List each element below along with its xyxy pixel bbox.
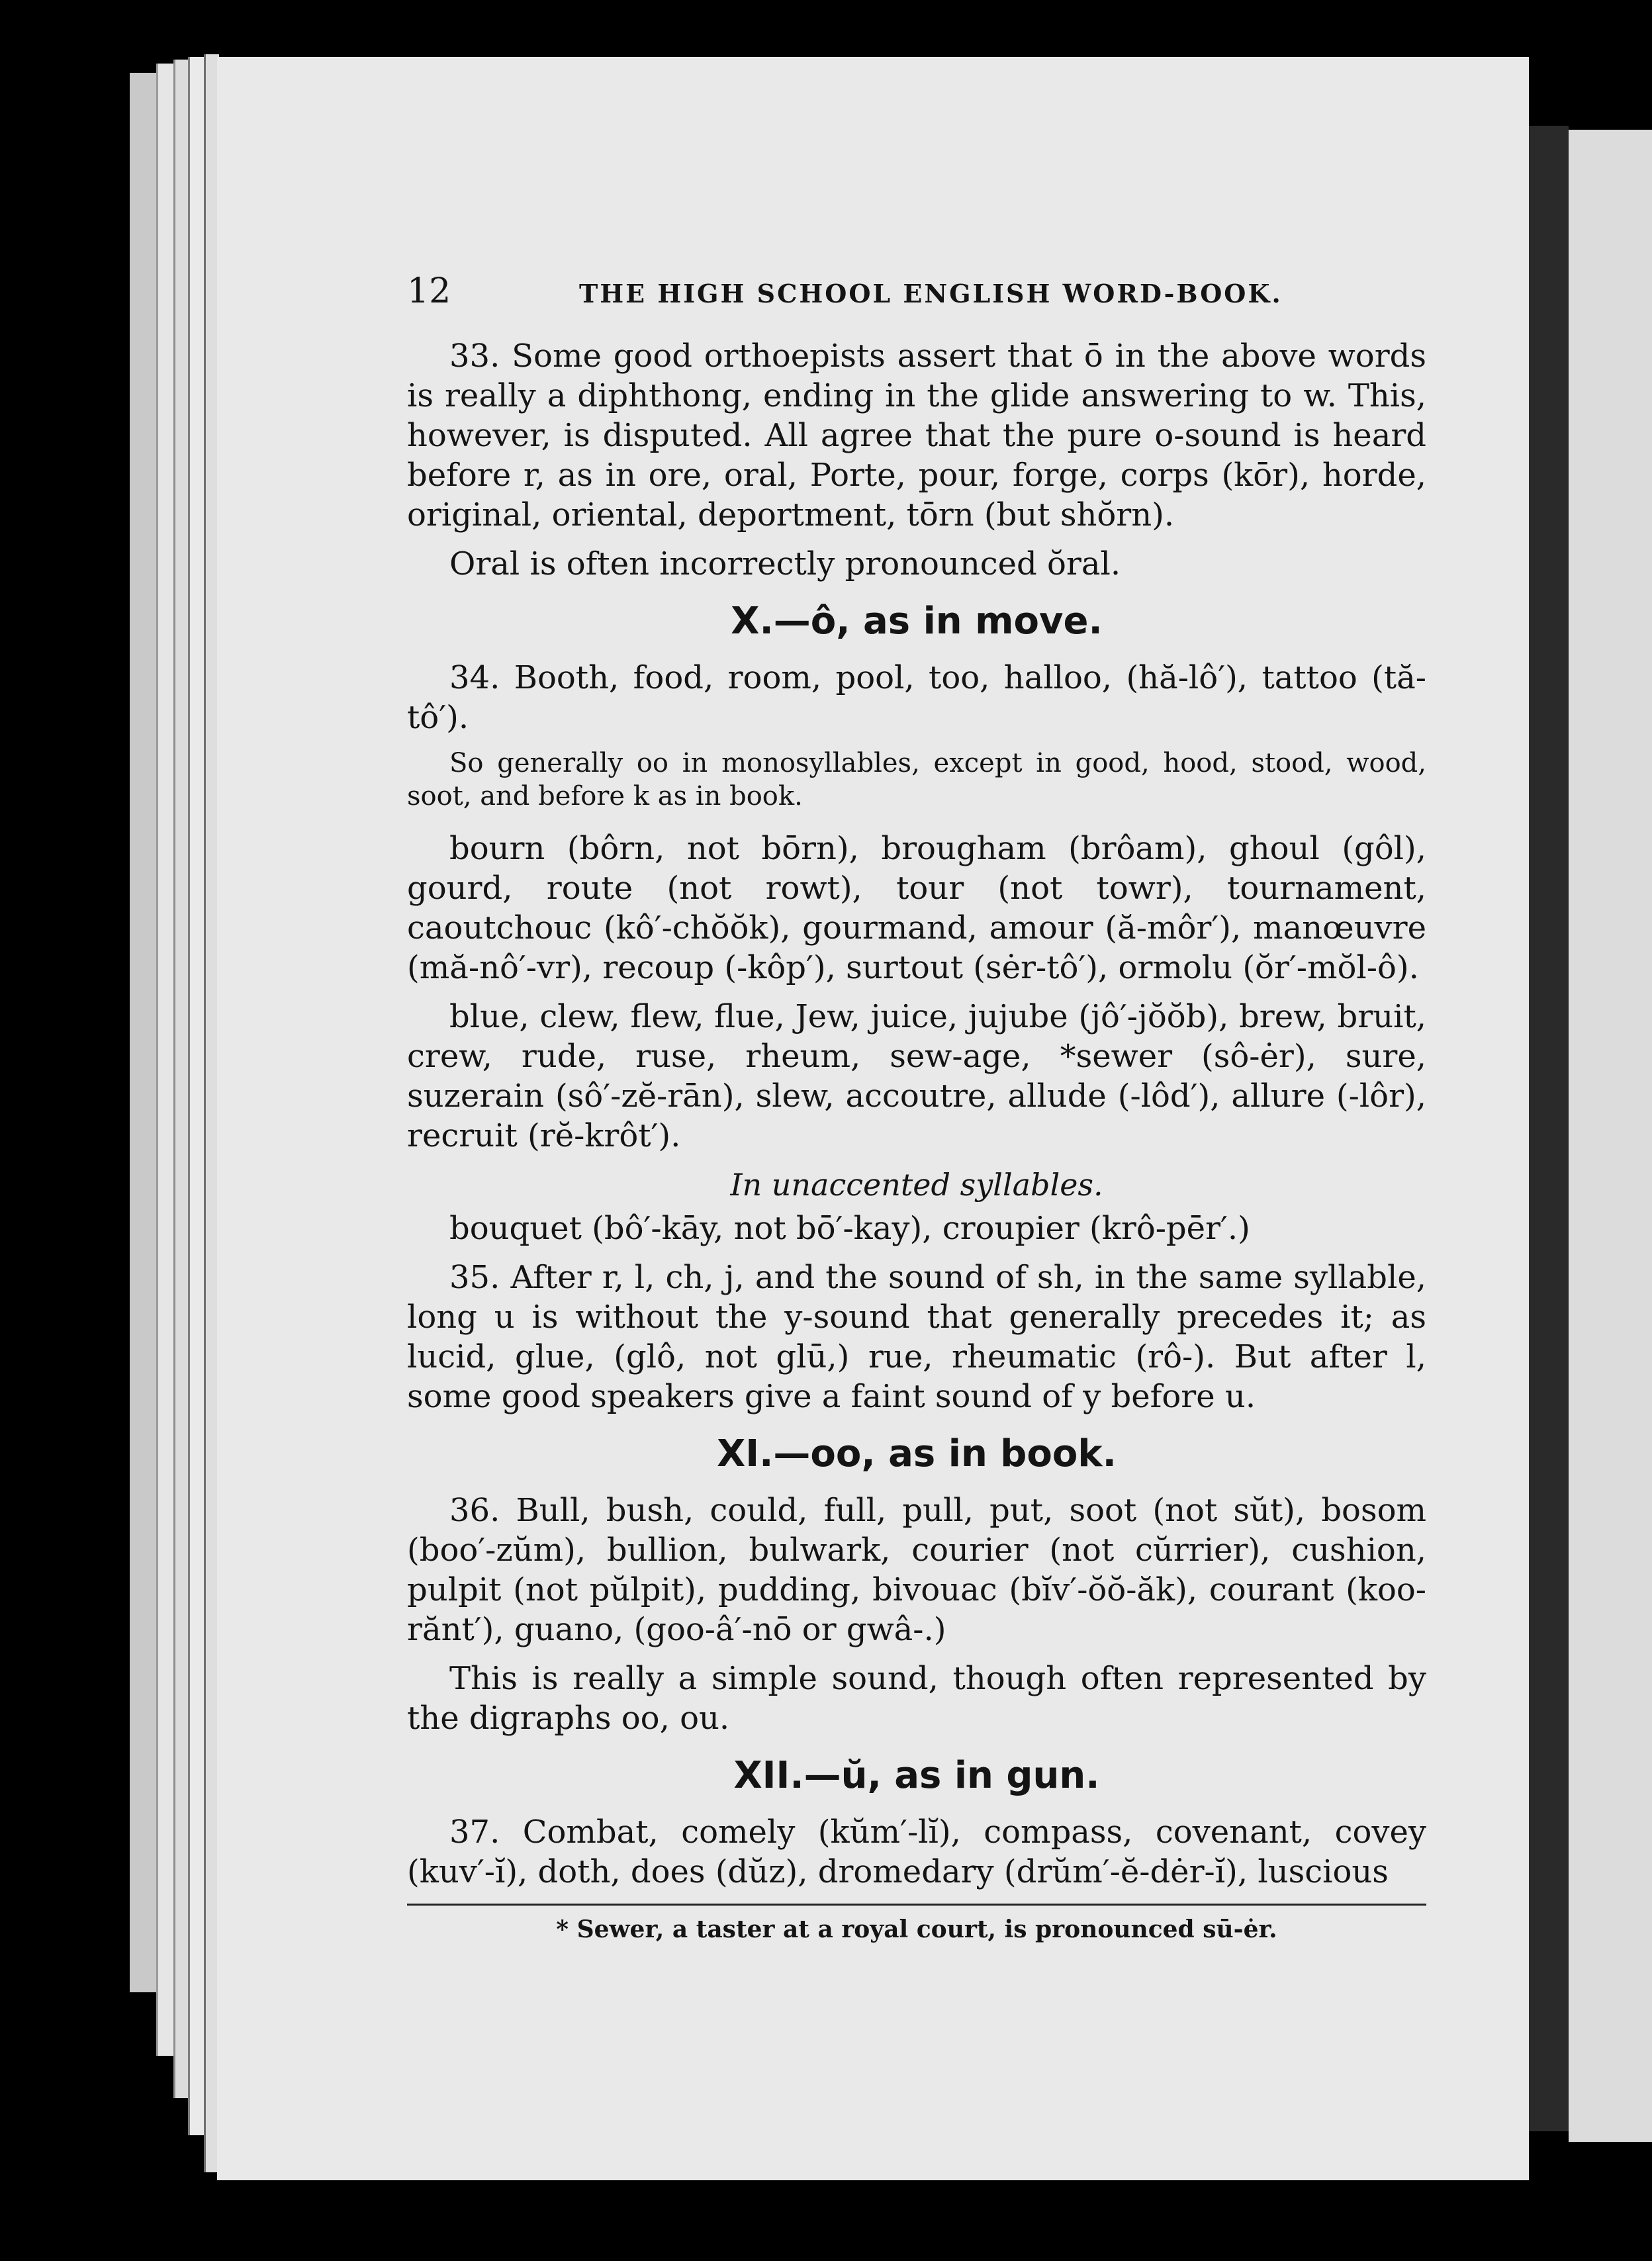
page-stack-edge <box>130 73 156 1992</box>
section-heading-xii: XII.—ŭ, as in gun. <box>733 1754 1100 1797</box>
paragraph-34-list-2: blue, clew, flew, flue, Jew, juice, jujube (jô′-jŏŏb), brew, bruit, crew, rude, ruse, rheum, sew-age, *sewer (sô-ėr), sure, suzerain (sô′-zĕ-rān), slew, accoutre, allude (-lôd′), allure (-lôr), recruit (rĕ-krôt′). <box>407 998 1426 1154</box>
page-content <box>407 271 1426 1944</box>
paragraph-36: 36. Bull, bush, could, full, pull, put, soot (not sŭt), bosom (boo′-zŭm), bullion, bulwark, courier (not cŭrrier), cushion, pulpit (not pŭlpit), pudding, bivouac (bĭv′-ŏŏ-ăk), courant (koo-rănt′), guano, (goo-â′-nō or gwâ-.) <box>407 1492 1426 1648</box>
paragraph-33: 33. Some good orthoepists assert that ō in the above words is really a diphthong, ending in the glide answering to w. This, however, is disputed. All agree that the pure o-sound is heard before r, as in ore, oral, Porte, pour, forge, corps (kōr), horde, original, oriental, deportment, tōrn (but shŏrn). <box>407 338 1426 533</box>
footnote-rule <box>407 1904 1426 1906</box>
section-heading-x: X.—ô, as in move. <box>731 600 1103 643</box>
paragraph-33-note: Oral is often incorrectly pronounced ŏral. <box>449 545 1121 582</box>
subheading-unaccented: In unaccented syllables. <box>730 1167 1103 1203</box>
paragraph-34: 34. Booth, food, room, pool, too, halloo, (hă-lô′), tattoo (tă-tô′). <box>407 659 1426 736</box>
book-gutter <box>1529 126 1569 2131</box>
page-stack-edge <box>156 64 175 2056</box>
page-header <box>407 271 1426 318</box>
facing-page-edge <box>1569 130 1652 2142</box>
paragraph-34-list-1: bourn (bôrn, not bōrn), brougham (brôam), ghoul (gôl), gourd, route (not rowt), tour (not towr), tournament, caoutchouc (kô′-chŏŏk), gourmand, amour (ă-môr′), manœuvre (mă-nô′-vr), recoup (-kôp′), surtout (sėr-tô′), ormolu (ŏr′-mŏl-ô). <box>407 830 1426 986</box>
page-number: 12 <box>407 271 451 311</box>
section-heading-xi: XI.—oo, as in book. <box>717 1432 1117 1475</box>
paragraph-34-note: So generally oo in monosyllables, except in good, hood, stood, wood, soot, and before k as in book. <box>407 748 1426 811</box>
footnote: * Sewer, a taster at a royal court, is pronounced sū-ėr. <box>556 1915 1277 1943</box>
paragraph-35: 35. After r, l, ch, j, and the sound of sh, in the same syllable, long u is without the y-sound that generally precedes it; as lucid, glue, (glô, not glū,) rue, rheumatic (rô-). But after l, some good speakers give a faint sound of y before u. <box>407 1259 1426 1415</box>
paragraph-36-note: This is really a simple sound, though often represented by the digraphs oo, ou. <box>407 1660 1426 1737</box>
paragraph-34-list-3: bouquet (bô′-kāy, not bō′-kay), croupier (krô-pēr′.) <box>449 1210 1250 1247</box>
paragraph-37: 37. Combat, comely (kŭm′-lĭ), compass, covenant, covey (kuv′-ĭ), doth, does (dŭz), dromedary (drŭm′-ĕ-dėr-ĭ), luscious <box>407 1814 1426 1890</box>
page-stack-edge <box>188 57 206 2135</box>
running-title: THE HIGH SCHOOL ENGLISH WORD-BOOK. <box>579 279 1283 308</box>
